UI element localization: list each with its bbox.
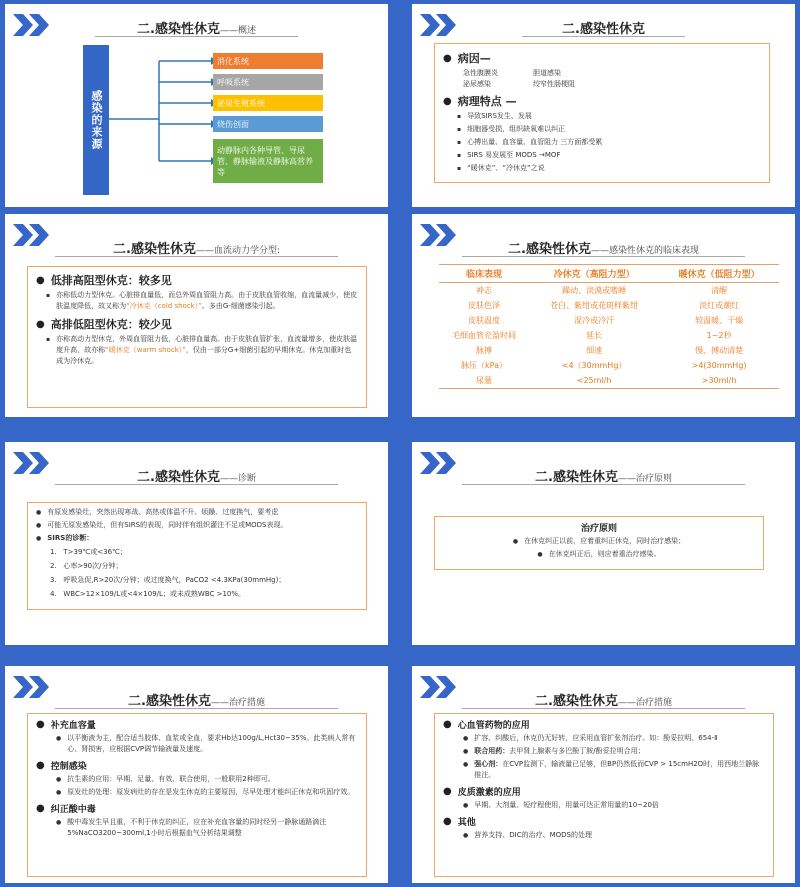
section-heading: ● 病因— bbox=[443, 52, 491, 65]
table-row bbox=[439, 283, 779, 299]
slide-title: 二.感染性休克——诊断 bbox=[137, 470, 256, 485]
table-row bbox=[439, 343, 779, 358]
table-row bbox=[439, 358, 779, 373]
table-cell: 脉搏 bbox=[476, 345, 492, 355]
title-divider bbox=[522, 36, 685, 37]
section-heading: ● 病理特点 — bbox=[443, 95, 517, 108]
list-item: ▪ 心搏出量、血容量、血管阻力 三方面都受累 bbox=[457, 138, 603, 146]
slide-title: 二.感染性休克——血流动力学分型: bbox=[113, 242, 280, 257]
table-cell: 1~2秒 bbox=[706, 330, 732, 340]
table-cell: 毛细血管充盈时间 bbox=[452, 330, 516, 340]
connector-lines bbox=[109, 44, 219, 194]
slide-title: 二.感染性休克——治疗措施 bbox=[535, 694, 672, 709]
paragraph: ▪ 亦称低动力型休克。心脏排血量低，而总外周血管阻力高。由于皮肤血管收缩，血流量减少，使皮肤温度降低，故又称为“冷休克（cold shock）”。多由G-细菌感染引起。 bbox=[46, 291, 358, 310]
list-item: ● 在休克纠正以前，应着重纠正休克，同时治疗感染； bbox=[512, 537, 686, 545]
table-cell: 湿冷或冷汗 bbox=[574, 315, 615, 325]
paragraph: ● 以平衡液为主，配合适当胶体、血浆或全血，要求Hb达100g/L,Hct30~35%。此类病人常有心、肾损害，应根据CVP调节输液量及速度。 bbox=[56, 734, 356, 753]
section-heading: ● 控制感染 bbox=[36, 760, 87, 772]
table-cell: 淡红或潮红 bbox=[699, 300, 740, 310]
criterion: 2. 心率>90次/分钟； bbox=[50, 562, 123, 570]
category-respiratory: 呼吸系统 bbox=[213, 74, 323, 90]
table-cell: 细速 bbox=[586, 345, 603, 355]
table-header bbox=[439, 265, 779, 283]
table-cell: >4(30mmHg) bbox=[691, 360, 747, 370]
section-heading: ● 心血管药物的应用 bbox=[443, 719, 530, 731]
measures-box bbox=[27, 713, 367, 877]
paragraph: ● 营养支持、DIC的治疗、MODS的处理 bbox=[463, 831, 592, 839]
list-item: ▪ “暖休克”、“冷休克”之说 bbox=[457, 164, 545, 172]
slide-title: 二.感染性休克——治疗措施 bbox=[128, 694, 265, 709]
category-urogenital: 泌尿生殖系统 bbox=[213, 95, 323, 111]
slide-etiology bbox=[412, 4, 795, 207]
title-divider bbox=[55, 256, 338, 257]
section-heading: ● 纠正酸中毒 bbox=[36, 803, 96, 815]
section-heading: ● 其他 bbox=[443, 816, 476, 828]
slide-clinical-manifestations bbox=[412, 214, 795, 417]
paragraph: ● 联合用药：去甲肾上腺素与多巴酚丁胺/酚妥拉明合用； bbox=[463, 747, 645, 755]
table-cell: 皮肤温度 bbox=[468, 315, 500, 325]
slide-overview bbox=[5, 4, 388, 207]
cause-list: 急性腹膜炎 胆道感染 泌尿感染 绞窄性肠梗阻 bbox=[463, 69, 575, 88]
table-row bbox=[439, 313, 779, 328]
etiology-box bbox=[434, 43, 770, 183]
list-item: ● 可能无原发感染灶，但有SIRS的表现，同时伴有组织灌注不足或MODS表现。 bbox=[36, 521, 288, 529]
list-item: ▪ 导致SIRS发生、发展 bbox=[457, 112, 532, 120]
section-heading: ● 皮质激素的应用 bbox=[443, 786, 521, 798]
table-cell: 慢、搏动清楚 bbox=[695, 345, 744, 355]
infection-source-label: 感染的来源 bbox=[83, 45, 109, 195]
title-divider bbox=[462, 484, 745, 485]
section-heading: ● 高排低阻型休克：较少见 bbox=[36, 318, 172, 331]
slide-title: 二.感染性休克 bbox=[562, 22, 645, 37]
slide-title: 二.感染性休克——感染性休克的临床表现 bbox=[508, 242, 699, 257]
paragraph: ● 原发灶的处理：原发病灶的存在是发生休克的主要原因，尽早处理才能纠正休克和巩固疗效。 bbox=[56, 788, 355, 796]
list-item: ● 在休克纠正后，则应着重治疗感染。 bbox=[537, 550, 661, 558]
criterion: 1. T>39℃或<36℃； bbox=[50, 548, 127, 556]
slide-title: 二.感染性休克——治疗原则 bbox=[535, 470, 672, 485]
paragraph: ● 早期、大剂量、短疗程使用，用量可达正常用量的10~20倍 bbox=[463, 801, 659, 809]
category-burn: 烧伤创面 bbox=[213, 116, 323, 132]
table-row bbox=[439, 298, 779, 313]
criterion: 4. WBC>12×109/L或<4×109/L；或未成熟WBC >10%。 bbox=[50, 590, 246, 598]
title-divider bbox=[462, 708, 745, 709]
list-item: ▪ SIRS 易发展至 MODS →MOF bbox=[457, 151, 561, 159]
table-cell: 尿量 bbox=[439, 373, 529, 389]
section-heading: ● 低排高阻型休克：较多见 bbox=[36, 274, 172, 287]
list-item: ● 有原发感染灶，突然出现寒战、高热或体温不升、烦躁、过度换气，要考虑 bbox=[36, 508, 279, 516]
table-cell: <4（30mmHg） bbox=[561, 360, 627, 370]
table-cell: <25ml/h bbox=[529, 373, 659, 389]
section-heading: ● 补充血容量 bbox=[36, 719, 96, 731]
slide-title: 二.感染性休克——概述 bbox=[137, 22, 256, 37]
table-cell: 脉压（kPa） bbox=[461, 360, 507, 370]
criterion: 3. 呼吸急促,R>20次/分钟；或过度换气，PaCO2 <4.3KPa(30mmHg)； bbox=[50, 576, 286, 584]
paragraph: ● 强心剂：在CVP监测下，输液量已足够，但BP仍然低而CVP > 15cmH2O时，用西地兰静脉推注。 bbox=[463, 760, 760, 779]
measures-box bbox=[434, 713, 774, 877]
title-divider bbox=[95, 36, 298, 37]
slide-treatment-measures-1 bbox=[5, 666, 388, 883]
table-cell: 较温暖、干燥 bbox=[695, 315, 744, 325]
table-cell: >30ml/h bbox=[659, 373, 779, 389]
clinical-table bbox=[439, 264, 779, 389]
diagnosis-box bbox=[27, 502, 367, 610]
table-cell: 躁动、淡漠或嗜睡 bbox=[562, 285, 627, 295]
slide-hemodynamic-types bbox=[5, 214, 388, 417]
title-divider bbox=[55, 484, 338, 485]
paragraph: ● 抗生素的应用：早期、足量、有效、联合使用，一般联用2种即可。 bbox=[56, 775, 275, 783]
principles-heading: 治疗原则 bbox=[580, 524, 617, 534]
category-catheter: 动静脉内各种导管、导尿管、静脉输液及静脉高营养等 bbox=[213, 139, 323, 183]
paragraph: ● 酸中毒发生早且重，不利于休克的纠正，应在补充血容量的同时经另一静脉通路滴注5%NaCO3200~300ml,1小时后根据血气分析结果调整 bbox=[56, 818, 327, 837]
list-item: ▪ 细胞器受损，组织缺氧难以纠正 bbox=[457, 125, 566, 133]
table-row bbox=[439, 373, 779, 389]
slide-treatment-measures-2 bbox=[412, 666, 795, 883]
paragraph: ▪ 亦称高动力型休克，外周血管阻力低，心脏排血量高。由于皮肤血管扩张，血流量增多，使皮肤温度升高，故亦称“暖休克（warm shock）”，仅由一部分G+细菌引起的早期休克。休克加重时也成为冷休克。 bbox=[46, 335, 358, 365]
table-row bbox=[439, 328, 779, 343]
hemodynamic-box bbox=[27, 266, 367, 408]
title-divider bbox=[55, 708, 338, 709]
paragraph: ● 扩容、纠酸后，休克仍无好转，应采用血管扩张剂治疗。如：酚妥拉明、654-Ⅱ bbox=[463, 734, 718, 742]
table-cell: 神志 bbox=[476, 285, 492, 295]
category-digestive: 消化系统 bbox=[213, 53, 323, 69]
slide-treatment-principles bbox=[412, 442, 795, 645]
column-header: 暖休克（低阻力型） bbox=[659, 265, 779, 283]
slide-diagnosis bbox=[5, 442, 388, 645]
table-cell: 清醒 bbox=[711, 285, 728, 295]
column-header: 冷休克（高阻力型） bbox=[529, 265, 659, 283]
table-cell: 延长 bbox=[586, 330, 603, 340]
list-item: ● SIRS的诊断： bbox=[36, 534, 94, 542]
column-header: 临床表现 bbox=[439, 265, 529, 283]
table-cell: 皮肤色泽 bbox=[468, 300, 500, 310]
table-cell: 苍白、紫绀或花斑样紫绀 bbox=[550, 300, 639, 310]
principles-box bbox=[434, 516, 764, 570]
title-divider bbox=[462, 256, 745, 257]
